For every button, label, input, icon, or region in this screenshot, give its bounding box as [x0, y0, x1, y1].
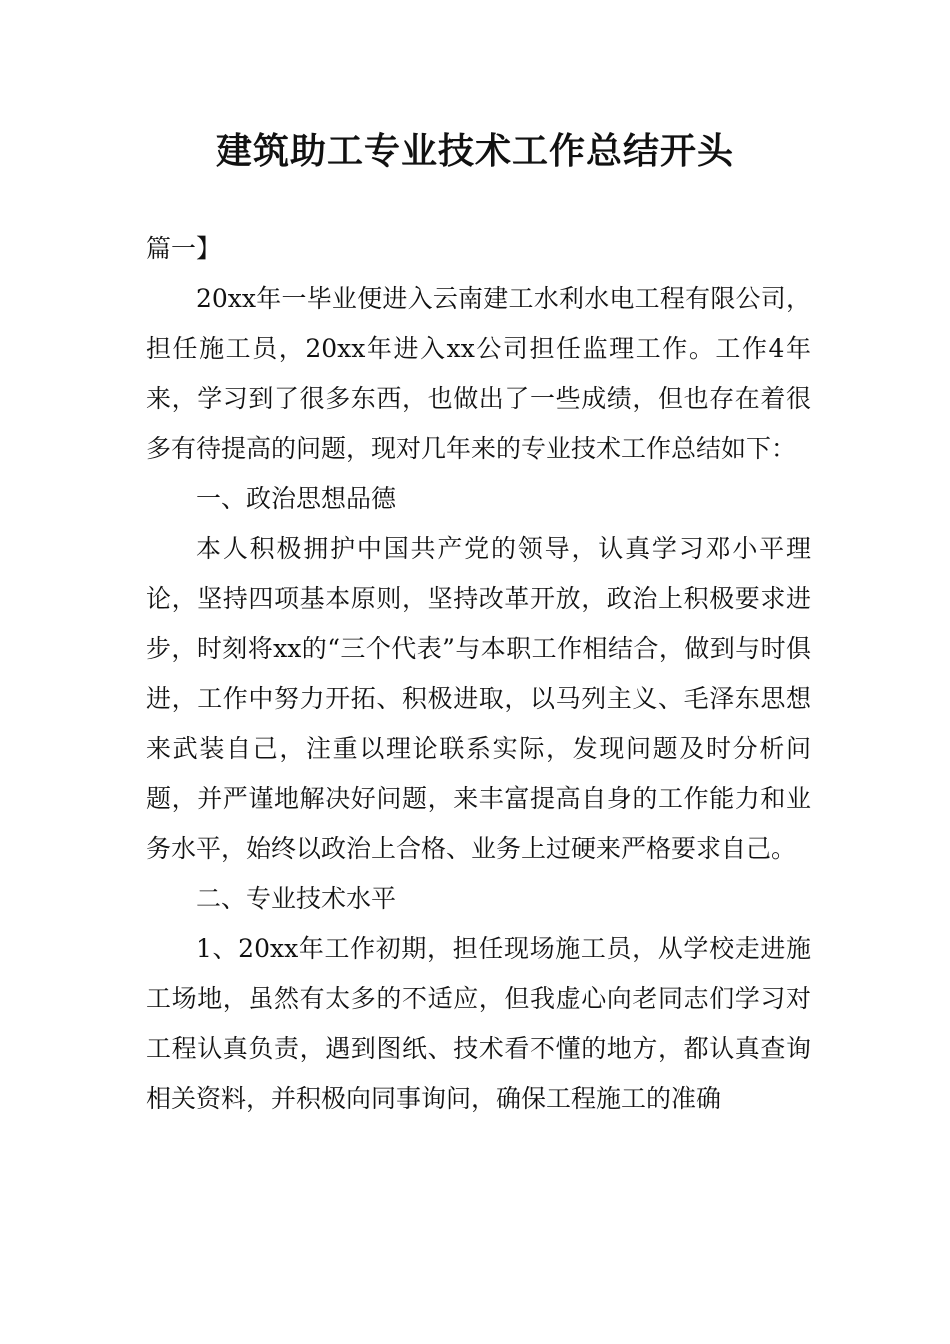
- document-body: [146, 224, 811, 1124]
- politics-paragraph: 本人积极拥护中国共产党的领导，认真学习邓小平理论，坚持四项基本原则，坚持改革开放，政治上积极要求进步，时刻将xx的“三个代表”与本职工作相结合，做到与时俱进，工作中努力开拓、积极进取，以马列主义、毛泽东思想来武装自己，注重以理论联系实际，发现问题及时分析问题，并严谨地解决好问题，来丰富提高自身的工作能力和业务水平，始终以政治上合格、业务上过硬来严格要求自己。: [146, 534, 811, 863]
- intro-paragraph: 20xx年一毕业便进入云南建工水利水电工程有限公司，担任施工员，20xx年进入xx公司担任监理工作。工作4年来，学习到了很多东西，也做出了一些成绩，但也存在着很多有待提高的问题，现对几年来的专业技术工作总结如下：: [146, 284, 811, 463]
- document-title: 建筑助工专业技术工作总结开头: [215, 131, 734, 172]
- section-heading-technical: 二、专业技术水平: [196, 884, 397, 913]
- section-label: 篇一】: [146, 234, 222, 263]
- section-heading-politics: 一、政治思想品德: [196, 484, 397, 513]
- technical-paragraph: 1、20xx年工作初期，担任现场施工员，从学校走进施工场地，虽然有太多的不适应，但我虚心向老同志们学习对工程认真负责，遇到图纸、技术看不懂的地方，都认真查询相关资料，并积极向同事询问，确保工程施工的准确: [146, 934, 811, 1113]
